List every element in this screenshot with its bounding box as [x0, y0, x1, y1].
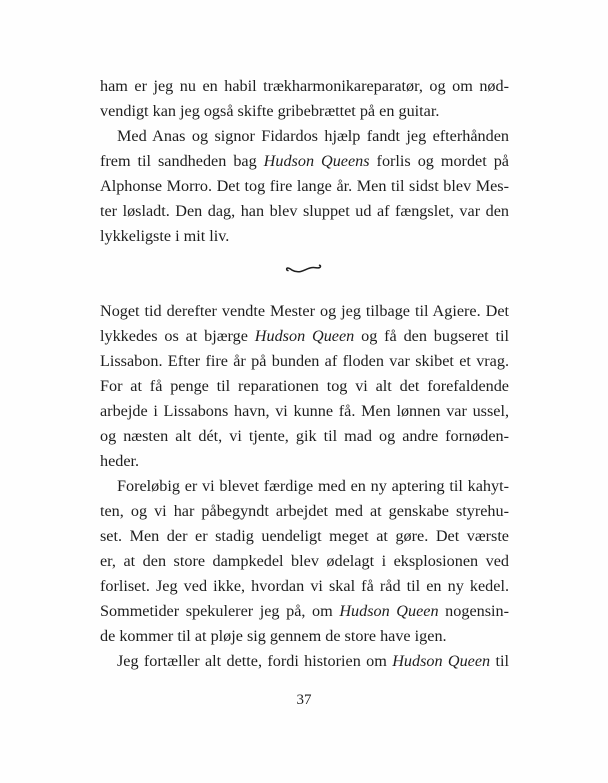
text-line [100, 99, 509, 124]
text-segment: Alphonse Morro. Det tog fire lange år. Men til sidst blev Mes- [100, 177, 509, 195]
text-segment: Sommetider spekulerer jeg på, om [100, 602, 340, 620]
text-segment: lykkeligste i mit liv. [100, 227, 230, 245]
text-line [100, 324, 509, 349]
text-line [100, 224, 509, 249]
ship-name-italic: Hudson Queens [263, 152, 370, 170]
text-line [100, 299, 509, 324]
text-segment: lykkedes os at bjærge [100, 327, 255, 345]
text-segment: For at få penge til reparationen tog vi alt det forefaldende [100, 377, 509, 395]
text-segment: arbejde i Lissabons havn, vi kunne få. Men lønnen var ussel, [100, 402, 509, 420]
text-line [100, 449, 509, 474]
text-segment: og få den bugseret til [354, 327, 509, 345]
text-line [100, 374, 509, 399]
text-line [100, 199, 509, 224]
text-segment: Jeg fortæller alt dette, fordi historien om [117, 652, 393, 670]
text-segment: Foreløbig er vi blevet færdige med en ny aptering til kahyt- [117, 477, 509, 495]
swash-tilde-icon [285, 260, 325, 276]
page-number: 37 [296, 692, 312, 708]
text-segment: frem til sandheden bag [100, 152, 264, 170]
text-line [100, 349, 509, 374]
section-divider [100, 249, 509, 299]
text-segment: ham er jeg nu en habil trækharmonikareparatør, og om nød- [100, 77, 509, 95]
text-segment: Lissabon. Efter fire år på bunden af floden var skibet et vrag. [100, 352, 509, 370]
text-line [100, 499, 509, 524]
ship-name-italic: Hudson Queen [392, 652, 491, 670]
text-segment: ten, og vi har påbegyndt arbejdet med at genskabe styrehu- [100, 502, 509, 520]
ship-name-italic: Hudson Queen [339, 602, 439, 620]
text-segment: nogensin- [438, 602, 510, 620]
text-line [100, 399, 509, 424]
text-line [100, 549, 509, 574]
paragraph-block-2 [100, 299, 509, 674]
text-block [100, 74, 509, 674]
text-segment: forlis og mordet på [369, 152, 509, 170]
text-segment: Med Anas og signor Fidardos hjælp fandt jeg efterhånden [117, 127, 509, 145]
text-segment: til [490, 652, 509, 670]
ship-name-italic: Hudson Queen [254, 327, 355, 345]
text-line [100, 624, 509, 649]
text-line [100, 649, 509, 674]
text-line [100, 424, 509, 449]
text-line [100, 74, 509, 99]
text-line [100, 524, 509, 549]
text-line [100, 599, 509, 624]
text-line [100, 124, 509, 149]
text-segment: og næsten alt dét, vi tjente, gik til mad og andre fornøden- [100, 427, 509, 445]
text-segment: vendigt kan jeg også skifte gribebrættet på en guitar. [100, 102, 440, 120]
text-segment: forliset. Jeg ved ikke, hvordan vi skal få råd til en ny kedel. [100, 577, 509, 595]
text-segment: ter løsladt. Den dag, han blev sluppet ud af fængslet, var den [100, 202, 509, 220]
text-line [100, 474, 509, 499]
text-line [100, 574, 509, 599]
paragraph-block-1 [100, 74, 509, 249]
text-line [100, 174, 509, 199]
text-segment: Noget tid derefter vendte Mester og jeg tilbage til Agiere. Det [100, 302, 509, 320]
text-segment: er, at den store dampkedel blev ødelagt i eksplosionen ved [100, 552, 509, 570]
text-segment: heder. [100, 452, 140, 470]
text-segment: set. Men der er stadig uendeligt meget at gøre. Det værste [100, 527, 509, 545]
text-segment: de kommer til at pløje sig gennem de store have igen. [100, 627, 447, 645]
text-line [100, 149, 509, 174]
